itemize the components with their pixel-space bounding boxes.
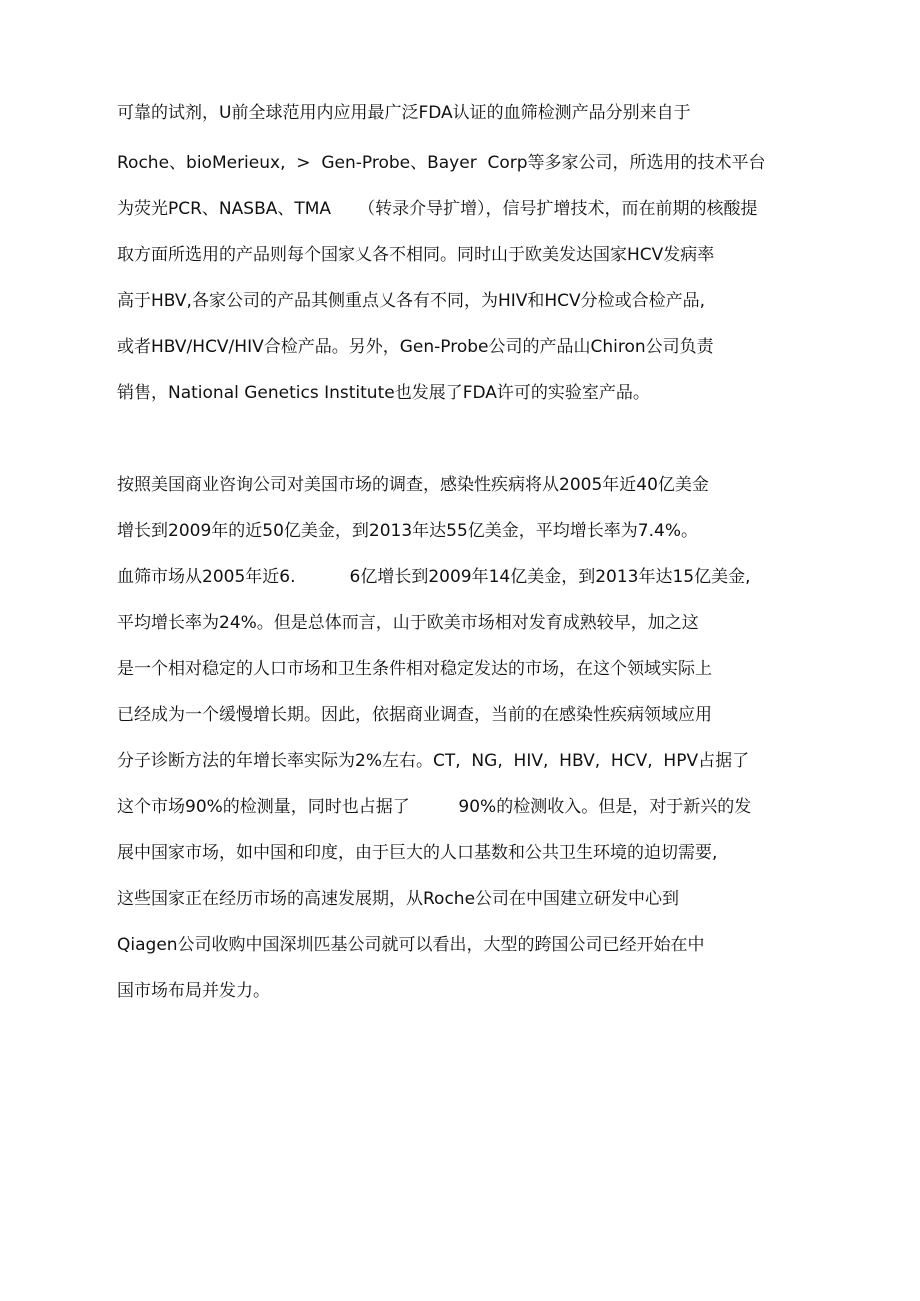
text-line: 取方面所选用的产品则每个国家乂各不相同。同时山于欧美发达国家HCV发病率 bbox=[117, 245, 715, 265]
text-line: 这些国家正在经历市场的高速发展期，从Roche公司在中国建立研发中心到 bbox=[117, 889, 680, 909]
text-line: 已经成为一个缓慢增长期。因此，依据商业调查，当前的在感染性疾病领域应用 bbox=[117, 705, 712, 725]
text-line: 增长到2009年的近50亿美金，到2013年达55亿美金，平均增长率为7.4%。 bbox=[117, 521, 698, 541]
text-line: 按照美国商业咨询公司对美国市场的调查，感染性疾病将从2005年近40亿美金 bbox=[117, 475, 709, 495]
text-line: 展中国家市场，如中国和印度，由于巨大的人口基数和公共卫生环境的迫切需要, bbox=[117, 843, 718, 863]
text-line: 国市场布局并发力。 bbox=[117, 981, 270, 1001]
text-line: 或者HBV/HCV/HIV合检产品。另外，Gen-Probe公司的产品山Chiron公司负责 bbox=[117, 337, 714, 357]
text-line: 这个市场90%的检测量，同时也占据了 90%的检测收入。但是，对于新兴的发 bbox=[117, 797, 752, 817]
text-line: 平均增长率为24%。但是总体而言，山于欧美市场相对发育成熟较早，加之这 bbox=[117, 613, 699, 633]
text-line: 为荧光PCR、NASBA、TMA （转录介导扩增），信号扩增技术，而在前期的核酸提 bbox=[117, 199, 758, 219]
text-line: Roche、bioMerieux, > Gen-Probe、Bayer Corp等多家公司，所选用的技术平台 bbox=[117, 153, 766, 173]
text-line: 血筛市场从2005年近6. 6亿增长到2009年14亿美金，到2013年达15亿美金, bbox=[117, 567, 751, 587]
text-line: 高于HBV,各家公司的产品其侧重点乂各有不同，为HIV和HCV分检或合检产品, bbox=[117, 291, 706, 311]
text-line: 分子诊断方法的年增长率实际为2%左右。CT, NG, HIV, HBV, HCV, HPV占据了 bbox=[117, 751, 750, 771]
text-line: Qiagen公司收购中国深圳匹基公司就可以看出，大型的跨国公司已经开始在中 bbox=[117, 935, 705, 955]
text-line: 是一个相对稳定的人口市场和卫生条件相对稳定发达的市场，在这个领域实际上 bbox=[117, 659, 712, 679]
text-line: 可靠的试剂，U前全球范用内应用最广泛FDA认证的血筛检测产品分别来自于 bbox=[117, 103, 691, 123]
text-line: 销售，National Genetics Institute也发展了FDA许可的实验室产品。 bbox=[117, 383, 650, 403]
